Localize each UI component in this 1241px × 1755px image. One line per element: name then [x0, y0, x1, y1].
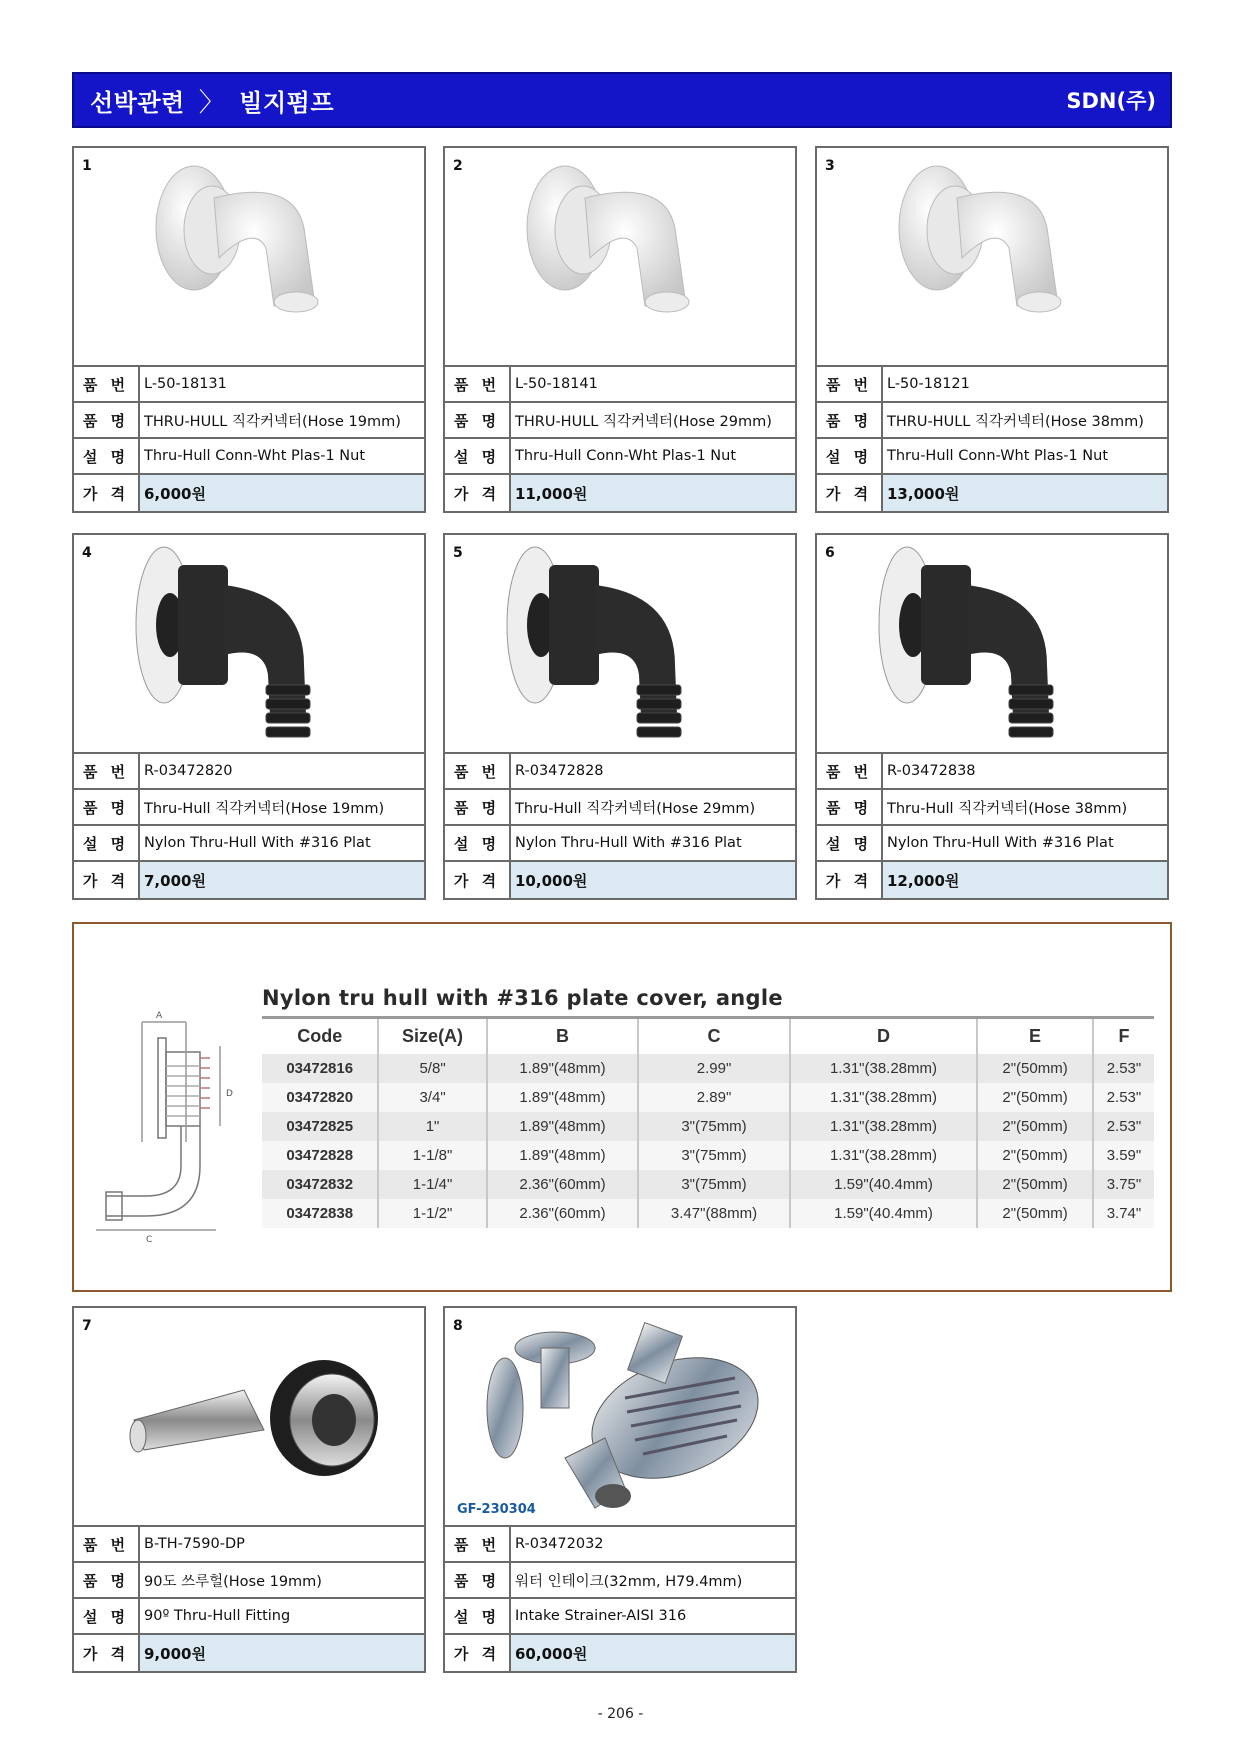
- breadcrumb-separator: 〉: [198, 87, 226, 118]
- spec-column-header: F: [1093, 1018, 1154, 1054]
- spec-cell: 5/8": [378, 1054, 486, 1083]
- product-name-value: 90도 쓰루헐(Hose 19mm): [144, 1573, 322, 1590]
- spec-cell: 2.53": [1093, 1112, 1154, 1141]
- price-label: 가 격: [445, 475, 511, 511]
- spec-column-header: Code: [262, 1018, 378, 1054]
- breadcrumb-parent[interactable]: 선박관련: [90, 88, 185, 117]
- product-name-row: [445, 1563, 795, 1599]
- product-card[interactable]: [815, 146, 1169, 513]
- description-row: [74, 1599, 424, 1635]
- breadcrumb: [90, 82, 334, 119]
- spec-column-header: Size(A): [378, 1018, 486, 1054]
- black-nylon-elbow-icon: [74, 535, 428, 754]
- spec-cell: 03472825: [262, 1112, 378, 1141]
- spec-column-header: C: [638, 1018, 790, 1054]
- spec-cell: 3.75": [1093, 1170, 1154, 1199]
- spec-cell: 03472820: [262, 1083, 378, 1112]
- product-name-value: Thru-Hull 직각커넥터(Hose 29mm): [515, 800, 756, 817]
- description-label: 설 명: [817, 826, 883, 860]
- price-label: 가 격: [74, 475, 140, 511]
- part-number-value: L-50-18131: [144, 376, 227, 392]
- description-value: Intake Strainer-AISI 316: [515, 1608, 687, 1624]
- product-image[interactable]: [445, 1308, 795, 1527]
- spec-cell: 1-1/2": [378, 1199, 486, 1228]
- product-card[interactable]: [72, 533, 426, 900]
- spec-cell: 1.31"(38.28mm): [790, 1112, 977, 1141]
- spec-cell: 03472838: [262, 1199, 378, 1228]
- price-row: [817, 475, 1167, 511]
- spec-title: Nylon tru hull with #316 plate cover, angle: [262, 986, 783, 1010]
- price-value: 12,000원: [883, 862, 1167, 898]
- price-value: 10,000원: [511, 862, 795, 898]
- description-label: 설 명: [74, 1599, 140, 1633]
- product-name-value: THRU-HULL 직각커넥터(Hose 38mm): [887, 413, 1144, 430]
- part-number-value: R-03472032: [515, 1536, 604, 1552]
- spec-cell: 2"(50mm): [977, 1054, 1093, 1083]
- spec-cell: 3.74": [1093, 1199, 1154, 1228]
- breadcrumb-current: 빌지펌프: [239, 88, 335, 117]
- spec-column-header: E: [977, 1018, 1093, 1054]
- product-card[interactable]: [443, 146, 797, 513]
- description-value: Thru-Hull Conn-Wht Plas-1 Nut: [144, 448, 366, 464]
- spec-cell: 3.59": [1093, 1141, 1154, 1170]
- product-name-row: [74, 790, 424, 826]
- part-number-value: R-03472838: [887, 763, 976, 779]
- spec-cell: 2.53": [1093, 1054, 1154, 1083]
- product-name-row: [74, 1563, 424, 1599]
- part-number-label: 품 번: [74, 1527, 140, 1561]
- product-name-row: [74, 403, 424, 439]
- white-elbow-connector-icon: [74, 148, 428, 367]
- white-elbow-connector-icon: [817, 148, 1171, 367]
- spec-cell: 1.59"(40.4mm): [790, 1170, 977, 1199]
- product-name-label: 품 명: [445, 1563, 511, 1597]
- spec-cell: 1.31"(38.28mm): [790, 1054, 977, 1083]
- price-label: 가 격: [445, 862, 511, 898]
- part-number-row: [445, 754, 795, 790]
- part-number-row: [817, 754, 1167, 790]
- product-number: 2: [453, 158, 463, 174]
- description-row: [445, 1599, 795, 1635]
- price-value: 6,000원: [140, 475, 424, 511]
- spec-cell: 1.31"(38.28mm): [790, 1083, 977, 1112]
- price-label: 가 격: [817, 862, 883, 898]
- spec-cell: 2"(50mm): [977, 1199, 1093, 1228]
- part-number-row: [817, 367, 1167, 403]
- black-nylon-elbow-icon: [445, 535, 799, 754]
- product-card[interactable]: [72, 1306, 426, 1673]
- description-label: 설 명: [74, 826, 140, 860]
- spec-cell: 03472816: [262, 1054, 378, 1083]
- spec-cell: 1.89"(48mm): [487, 1054, 639, 1083]
- part-number-label: 품 번: [445, 1527, 511, 1561]
- price-row: [74, 1635, 424, 1671]
- product-card[interactable]: [72, 146, 426, 513]
- spec-cell: 1-1/8": [378, 1141, 486, 1170]
- spec-cell: 2.53": [1093, 1083, 1154, 1112]
- price-value: 9,000원: [140, 1635, 424, 1671]
- part-number-label: 품 번: [817, 367, 883, 401]
- price-label: 가 격: [74, 1635, 140, 1671]
- description-label: 설 명: [445, 826, 511, 860]
- description-value: Nylon Thru-Hull With #316 Plat: [144, 835, 371, 851]
- spec-cell: 2"(50mm): [977, 1170, 1093, 1199]
- price-value: 60,000원: [511, 1635, 795, 1671]
- spec-cell: 1.89"(48mm): [487, 1083, 639, 1112]
- spec-column-header: D: [790, 1018, 977, 1054]
- description-row: [445, 826, 795, 862]
- product-name-value: 워터 인테이크(32mm, H79.4mm): [515, 1573, 743, 1590]
- spec-cell: 3"(75mm): [638, 1170, 790, 1199]
- product-image[interactable]: [74, 535, 424, 754]
- product-name-row: [817, 403, 1167, 439]
- intake-strainer-icon: [445, 1308, 799, 1527]
- product-number: 4: [82, 545, 92, 561]
- product-card[interactable]: [815, 533, 1169, 900]
- part-number-row: [74, 367, 424, 403]
- dimension-drawing-icon: [86, 1006, 256, 1245]
- page-number: - 206 -: [597, 1706, 644, 1722]
- part-number-label: 품 번: [445, 367, 511, 401]
- description-row: [817, 826, 1167, 862]
- product-name-label: 품 명: [445, 790, 511, 824]
- product-card[interactable]: [443, 1306, 797, 1673]
- product-name-value: Thru-Hull 직각커넥터(Hose 38mm): [887, 800, 1128, 817]
- price-row: [445, 862, 795, 898]
- product-image[interactable]: [74, 1308, 424, 1527]
- part-number-value: R-03472820: [144, 763, 233, 779]
- part-number-label: 품 번: [74, 754, 140, 788]
- white-elbow-connector-icon: [445, 148, 799, 367]
- product-number: 5: [453, 545, 463, 561]
- price-label: 가 격: [817, 475, 883, 511]
- product-number: 6: [825, 545, 835, 561]
- price-row: [74, 862, 424, 898]
- svg-text:C: C: [146, 1235, 153, 1245]
- price-value: 11,000원: [511, 475, 795, 511]
- spec-table: [262, 1016, 1154, 1228]
- product-image[interactable]: [445, 535, 795, 754]
- product-name-row: [817, 790, 1167, 826]
- description-row: [74, 439, 424, 475]
- description-label: 설 명: [445, 1599, 511, 1633]
- product-image[interactable]: [445, 148, 795, 367]
- description-value: Thru-Hull Conn-Wht Plas-1 Nut: [887, 448, 1109, 464]
- price-row: [74, 475, 424, 511]
- product-name-value: THRU-HULL 직각커넥터(Hose 29mm): [515, 413, 772, 430]
- product-image[interactable]: [74, 148, 424, 367]
- part-number-value: B-TH-7590-DP: [144, 1536, 245, 1552]
- spec-row: [262, 1170, 1154, 1199]
- part-number-label: 품 번: [74, 367, 140, 401]
- product-number: 3: [825, 158, 835, 174]
- price-label: 가 격: [445, 1635, 511, 1671]
- svg-text:A: A: [156, 1011, 163, 1021]
- product-name-label: 품 명: [74, 790, 140, 824]
- part-number-label: 품 번: [445, 754, 511, 788]
- price-label: 가 격: [74, 862, 140, 898]
- price-row: [817, 862, 1167, 898]
- description-label: 설 명: [817, 439, 883, 473]
- spec-cell: 3/4": [378, 1083, 486, 1112]
- price-value: 13,000원: [883, 475, 1167, 511]
- part-number-label: 품 번: [817, 754, 883, 788]
- black-nylon-elbow-icon: [817, 535, 1171, 754]
- product-image[interactable]: [817, 535, 1167, 754]
- product-number: 1: [82, 158, 92, 174]
- spec-row: [262, 1112, 1154, 1141]
- product-number: 8: [453, 1318, 463, 1334]
- spec-row: [262, 1199, 1154, 1228]
- spec-cell: 2.36"(60mm): [487, 1199, 639, 1228]
- spec-cell: 03472828: [262, 1141, 378, 1170]
- price-row: [445, 1635, 795, 1671]
- product-name-label: 품 명: [445, 403, 511, 437]
- chrome-90-thru-hull-icon: [74, 1308, 428, 1527]
- part-number-row: [445, 367, 795, 403]
- product-name-label: 품 명: [817, 403, 883, 437]
- spec-cell: 2"(50mm): [977, 1112, 1093, 1141]
- part-number-row: [74, 1527, 424, 1563]
- product-card[interactable]: [443, 533, 797, 900]
- product-name-row: [445, 790, 795, 826]
- spec-cell: 1.89"(48mm): [487, 1112, 639, 1141]
- product-name-label: 품 명: [74, 1563, 140, 1597]
- spec-cell: 1-1/4": [378, 1170, 486, 1199]
- part-number-value: R-03472828: [515, 763, 604, 779]
- description-row: [74, 826, 424, 862]
- product-name-row: [445, 403, 795, 439]
- product-image[interactable]: [817, 148, 1167, 367]
- product-name-label: 품 명: [74, 403, 140, 437]
- image-code: GF-230304: [457, 1502, 536, 1517]
- product-name-label: 품 명: [817, 790, 883, 824]
- spec-row: [262, 1083, 1154, 1112]
- spec-cell: 1.89"(48mm): [487, 1141, 639, 1170]
- spec-cell: 1.59"(40.4mm): [790, 1199, 977, 1228]
- description-value: Thru-Hull Conn-Wht Plas-1 Nut: [515, 448, 737, 464]
- svg-text:D: D: [226, 1089, 233, 1099]
- spec-cell: 1": [378, 1112, 486, 1141]
- part-number-value: L-50-18121: [887, 376, 970, 392]
- spec-panel: [72, 922, 1172, 1292]
- spec-column-header: B: [487, 1018, 639, 1054]
- part-number-value: L-50-18141: [515, 376, 598, 392]
- spec-cell: 2"(50mm): [977, 1083, 1093, 1112]
- product-number: 7: [82, 1318, 92, 1334]
- price-value: 7,000원: [140, 862, 424, 898]
- spec-row: [262, 1054, 1154, 1083]
- description-value: Nylon Thru-Hull With #316 Plat: [887, 835, 1114, 851]
- part-number-row: [74, 754, 424, 790]
- spec-cell: 2.99": [638, 1054, 790, 1083]
- product-name-value: Thru-Hull 직각커넥터(Hose 19mm): [144, 800, 385, 817]
- category-header: [72, 72, 1172, 128]
- spec-cell: 2.36"(60mm): [487, 1170, 639, 1199]
- spec-cell: 3"(75mm): [638, 1141, 790, 1170]
- description-value: 90º Thru-Hull Fitting: [144, 1608, 291, 1624]
- part-number-row: [445, 1527, 795, 1563]
- product-name-value: THRU-HULL 직각커넥터(Hose 19mm): [144, 413, 401, 430]
- price-row: [445, 475, 795, 511]
- description-label: 설 명: [445, 439, 511, 473]
- spec-cell: 1.31"(38.28mm): [790, 1141, 977, 1170]
- spec-cell: 2"(50mm): [977, 1141, 1093, 1170]
- spec-cell: 3"(75mm): [638, 1112, 790, 1141]
- spec-cell: 2.89": [638, 1083, 790, 1112]
- spec-cell: 3.47"(88mm): [638, 1199, 790, 1228]
- description-row: [817, 439, 1167, 475]
- brand-name: SDN(주): [1066, 89, 1156, 113]
- description-row: [445, 439, 795, 475]
- description-value: Nylon Thru-Hull With #316 Plat: [515, 835, 742, 851]
- spec-row: [262, 1141, 1154, 1170]
- description-label: 설 명: [74, 439, 140, 473]
- spec-cell: 03472832: [262, 1170, 378, 1199]
